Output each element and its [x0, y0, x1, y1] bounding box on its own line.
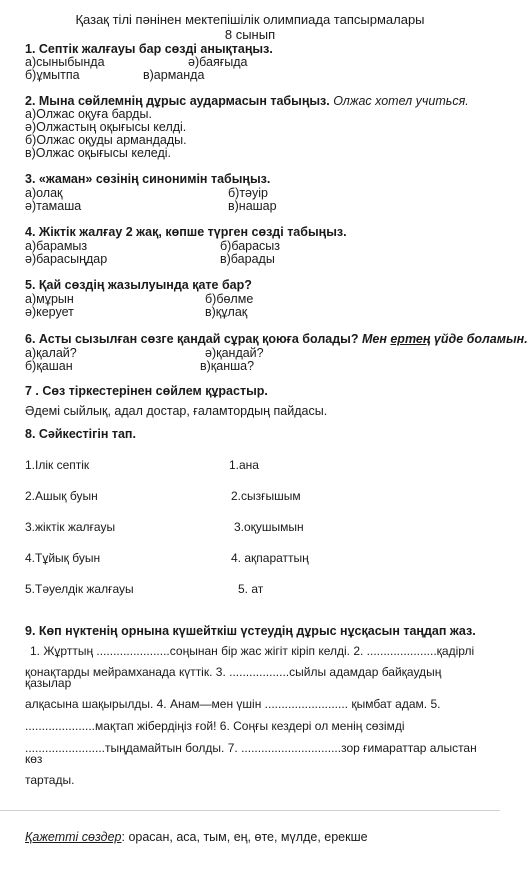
- q1-option-ae: ә)баяғыда: [188, 55, 248, 69]
- q2-option-ae: ә)Олжастың оқығысы келді.: [25, 120, 187, 134]
- q2-question: 2. Мына сөйлемнің дұрыс аудармасын табыңыз.: [25, 94, 330, 108]
- q8-left-item: 3.жіктік жалғауы: [25, 520, 116, 534]
- q4-option-a: а)барамыз: [25, 239, 88, 253]
- required-words-line: [25, 830, 368, 845]
- q9-text-line: 1. Жұрттың ......................соңынан бір жас жігіт кіріп келді. 2. .....................қадірлі: [30, 644, 475, 658]
- q6-sentence-pre: Мен: [361, 332, 387, 346]
- q1-option-v: в)арманда: [143, 68, 205, 82]
- q5-option-a: а)мұрын: [25, 292, 74, 306]
- q6-option-ae: ә)қандай?: [205, 346, 264, 360]
- q2-option-v: в)Олжас оқығысы келеді.: [25, 146, 172, 160]
- q5-question: 5. Қай сөздің жазылуында қате бар?: [25, 278, 252, 292]
- q6-option-v: в)қанша?: [200, 359, 255, 373]
- q8-question: 8. Сәйкестігін тап.: [25, 427, 136, 441]
- q4-option-v: в)барады: [220, 252, 275, 266]
- q5-option-v: в)құлақ: [205, 305, 248, 319]
- required-words-label: Қажетті сөздер: [25, 830, 122, 844]
- q1-option-b: б)ұмытпа: [25, 68, 80, 82]
- q7-question: 7 . Сөз тіркестерінен сөйлем құрастыр.: [25, 384, 268, 398]
- q2-option-b: б)Олжас оқуды армандады.: [25, 133, 187, 147]
- q6-option-a: а)қалай?: [25, 346, 77, 360]
- grade-label: 8 сынып: [224, 27, 276, 42]
- q5-option-b: б)бөлме: [205, 292, 254, 306]
- q6-option-b: б)қашан: [25, 359, 73, 373]
- q9-text-line: көз: [25, 752, 43, 766]
- q8-right-item: 4. ақпараттың: [231, 551, 309, 565]
- q8-left-item: 1.Ілік септік: [25, 458, 90, 472]
- q2-sentence: Олжас хотел учиться.: [333, 94, 469, 108]
- q6-sentence-post: үйде боламын.: [433, 332, 528, 346]
- q8-left-item: 2.Ашық буын: [25, 489, 98, 503]
- q9-text-line: тартады.: [25, 773, 75, 787]
- q9-question: 9. Көп нүктенің орнына күшейткіш үстеудің дұрыс нұсқасын таңдап жаз.: [25, 624, 476, 638]
- required-words-list: : орасан, аса, тым, ең, өте, мүлде, ерекше: [121, 830, 368, 844]
- q3-option-a: а)олақ: [25, 186, 63, 200]
- q8-right-item: 2.сызғышым: [231, 489, 301, 503]
- q8-right-item: 3.оқушымын: [234, 520, 304, 534]
- q3-option-b: б)тәуір: [228, 186, 268, 200]
- q7-text: Әдемі сыйлық, адал достар, ғаламтордың пайдасы.: [25, 404, 328, 418]
- q6-question-line: [25, 332, 528, 347]
- q9-text-line: .....................мақтап жібердіңіз ғой! 6. Соңғы кездері ол менің сөзімді: [25, 719, 405, 733]
- q2-option-a: а)Олжас оқуға барды.: [25, 107, 152, 121]
- q5-option-ae: ә)керует: [25, 305, 74, 319]
- q4-option-b: б)барасыз: [220, 239, 281, 253]
- q9-text-line: қазылар: [25, 676, 72, 690]
- q4-option-ae: ә)барасыңдар: [25, 252, 108, 266]
- q4-question: 4. Жіктік жалғау 2 жақ, көпше түрген сөзді табыңыз.: [25, 225, 347, 239]
- q8-right-item: 5. ат: [238, 582, 264, 596]
- q1-option-a: а)сыныбында: [25, 55, 105, 69]
- q3-option-ae: ә)тамаша: [25, 199, 82, 213]
- q3-question: 3. «жаман» сөзінің синонимін табыңыз.: [25, 172, 271, 186]
- q9-text-line: қонақтарды мейрамханада күттік. 3. ..................сыйлы адамдар байқаудың: [25, 665, 442, 679]
- q9-text-line: ........................тыңдамайтын болды. 7. ..............................зор ғимараттар алыстан: [25, 741, 477, 755]
- q6-underlined-word: ертең: [390, 332, 431, 346]
- q8-left-item: 4.Тұйық буын: [25, 551, 101, 565]
- q8-left-item: 5.Тәуелдік жалғауы: [25, 582, 134, 596]
- worksheet-title: Қазақ тілі пәнінен мектепішілік олимпиада тапсырмалары: [75, 12, 425, 27]
- q6-question: 6. Асты сызылған сөзге қандай сұрақ қоюға болады?: [25, 332, 359, 346]
- q9-text-line: алқасына шақырылды. 4. Анам—мен үшін ......................... қымбат адам. 5.: [25, 697, 441, 711]
- q1-question: 1. Септік жалғауы бар сөзді анықтаңыз.: [25, 42, 273, 56]
- q3-option-v: в)нашар: [228, 199, 277, 213]
- page-divider: [0, 810, 500, 811]
- q8-right-item: 1.ана: [229, 458, 259, 472]
